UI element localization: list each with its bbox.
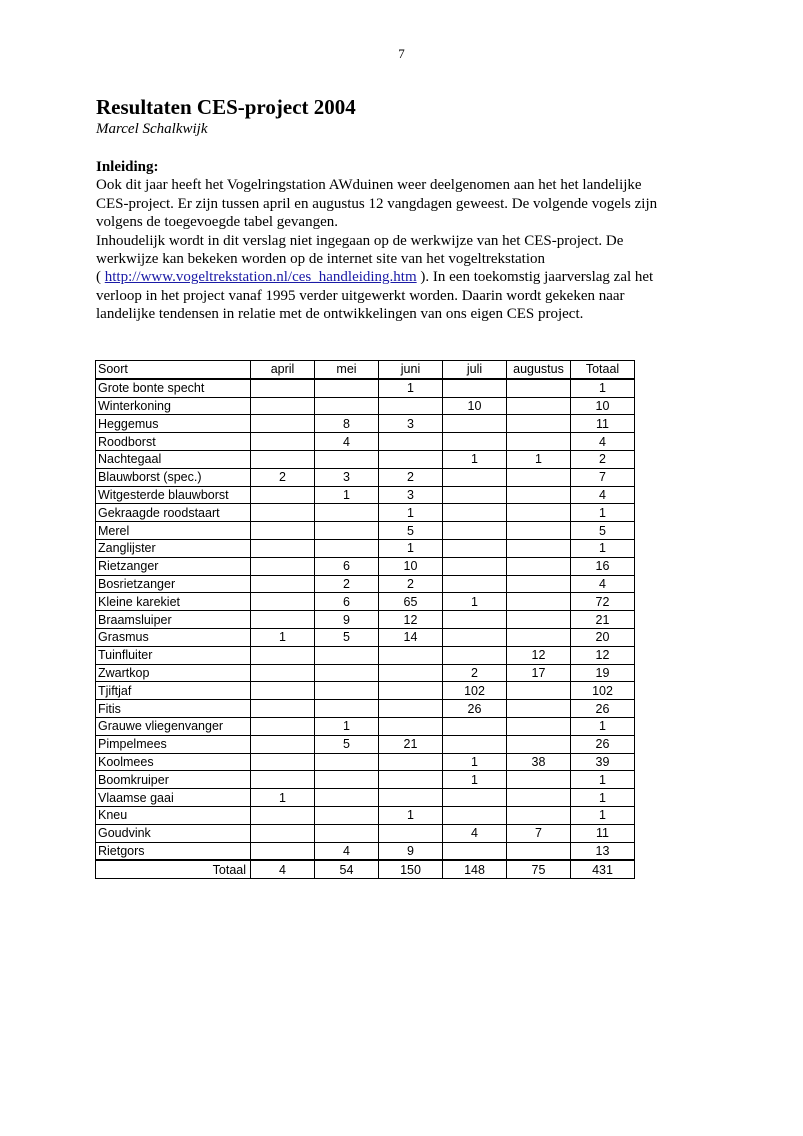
count-cell (251, 842, 315, 860)
species-name: Tjiftjaf (96, 682, 251, 700)
handleiding-link[interactable]: http://www.vogeltrekstation.nl/ces_handleiding.htm (104, 269, 417, 286)
count-cell: 1 (315, 486, 379, 504)
count-cell (379, 771, 443, 789)
count-cell (251, 539, 315, 557)
table-row (96, 771, 635, 789)
count-cell (315, 824, 379, 842)
column-header: juli (443, 361, 507, 379)
count-cell (251, 397, 315, 415)
count-cell (379, 824, 443, 842)
count-cell: 19 (571, 664, 635, 682)
count-cell: 1 (315, 717, 379, 735)
count-cell (251, 486, 315, 504)
count-cell: 2 (443, 664, 507, 682)
intro-line: Inhoudelijk wordt in dit verslag niet ingegaan op de werkwijze van het CES-project. De (96, 232, 624, 249)
count-cell (251, 522, 315, 540)
count-cell (507, 628, 571, 646)
count-cell (251, 664, 315, 682)
count-cell (443, 557, 507, 575)
table-row (96, 682, 635, 700)
count-cell: 2 (379, 468, 443, 486)
count-cell: 65 (379, 593, 443, 611)
intro-line: verloop in het project vanaf 1995 verder uitgewerkt worden. Daarin wordt gekeken naar (96, 287, 625, 304)
intro-section (96, 158, 716, 324)
count-cell (379, 646, 443, 664)
count-cell (251, 433, 315, 451)
count-cell: 6 (315, 557, 379, 575)
count-cell (443, 628, 507, 646)
species-name: Zanglijster (96, 539, 251, 557)
table-row (96, 753, 635, 771)
intro-line: landelijke tendensen in relatie met de ontwikkelingen van ons eigen CES project. (96, 306, 584, 323)
count-cell: 2 (315, 575, 379, 593)
table-row (96, 433, 635, 451)
count-cell: 16 (571, 557, 635, 575)
count-cell (507, 735, 571, 753)
count-cell (507, 504, 571, 522)
count-cell: 13 (571, 842, 635, 860)
species-name: Braamsluiper (96, 611, 251, 629)
table-row (96, 397, 635, 415)
total-cell: 4 (251, 860, 315, 878)
count-cell (507, 611, 571, 629)
count-cell (315, 522, 379, 540)
count-cell (507, 522, 571, 540)
count-cell: 20 (571, 628, 635, 646)
species-name: Grauwe vliegenvanger (96, 717, 251, 735)
page-title: Resultaten CES-project 2004 (96, 95, 356, 119)
count-cell (507, 433, 571, 451)
count-cell: 1 (443, 593, 507, 611)
species-name: Grasmus (96, 628, 251, 646)
count-cell: 1 (379, 806, 443, 824)
count-cell (379, 717, 443, 735)
count-cell: 4 (571, 433, 635, 451)
count-cell: 9 (315, 611, 379, 629)
count-cell: 102 (571, 682, 635, 700)
table-row (96, 539, 635, 557)
count-cell (379, 753, 443, 771)
count-cell: 8 (315, 415, 379, 433)
count-cell: 1 (251, 628, 315, 646)
count-cell (379, 682, 443, 700)
count-cell (251, 593, 315, 611)
count-cell (443, 415, 507, 433)
count-cell: 12 (571, 646, 635, 664)
count-cell (443, 522, 507, 540)
count-cell (443, 611, 507, 629)
count-cell (315, 664, 379, 682)
count-cell: 1 (571, 771, 635, 789)
count-cell: 10 (443, 397, 507, 415)
column-header: april (251, 361, 315, 379)
table-row (96, 522, 635, 540)
count-cell (507, 539, 571, 557)
count-cell: 2 (251, 468, 315, 486)
count-cell (315, 753, 379, 771)
count-cell: 10 (571, 397, 635, 415)
table-row (96, 379, 635, 397)
count-cell: 11 (571, 824, 635, 842)
count-cell: 7 (507, 824, 571, 842)
count-cell: 17 (507, 664, 571, 682)
count-cell: 1 (571, 806, 635, 824)
count-cell (443, 379, 507, 397)
count-cell: 39 (571, 753, 635, 771)
count-cell (251, 504, 315, 522)
table-row (96, 735, 635, 753)
count-cell (507, 468, 571, 486)
count-cell (443, 735, 507, 753)
count-cell (251, 824, 315, 842)
count-cell: 4 (443, 824, 507, 842)
count-cell (507, 700, 571, 718)
total-label: Totaal (96, 860, 251, 878)
intro-line: Ook dit jaar heeft het Vogelringstation AWduinen weer deelgenomen aan het het landelijke (96, 177, 642, 194)
count-cell (251, 611, 315, 629)
species-name: Gekraagde roodstaart (96, 504, 251, 522)
table-row (96, 611, 635, 629)
count-cell (443, 789, 507, 807)
count-cell (379, 789, 443, 807)
count-cell: 4 (571, 486, 635, 504)
count-cell (315, 700, 379, 718)
count-cell (379, 450, 443, 468)
count-cell: 38 (507, 753, 571, 771)
total-cell: 148 (443, 860, 507, 878)
count-cell: 1 (571, 789, 635, 807)
species-name: Goudvink (96, 824, 251, 842)
count-cell: 1 (443, 753, 507, 771)
total-cell: 54 (315, 860, 379, 878)
total-cell: 75 (507, 860, 571, 878)
count-cell: 9 (379, 842, 443, 860)
count-cell: 1 (571, 504, 635, 522)
column-header: Totaal (571, 361, 635, 379)
page-number: 7 (398, 46, 405, 61)
count-cell (507, 575, 571, 593)
count-cell (443, 468, 507, 486)
intro-line: CES-project. Er zijn tussen april en augustus 12 vangdagen geweest. De volgende vogels zijn (96, 195, 658, 212)
count-cell (251, 415, 315, 433)
count-cell (443, 575, 507, 593)
count-cell: 6 (315, 593, 379, 611)
count-cell: 11 (571, 415, 635, 433)
table-row (96, 557, 635, 575)
count-cell (315, 539, 379, 557)
count-cell (507, 379, 571, 397)
count-cell (507, 415, 571, 433)
table-row (96, 717, 635, 735)
count-cell: 4 (315, 433, 379, 451)
count-cell: 12 (507, 646, 571, 664)
count-cell: 26 (571, 700, 635, 718)
count-cell: 2 (571, 450, 635, 468)
species-name: Bosrietzanger (96, 575, 251, 593)
count-cell (251, 450, 315, 468)
species-name: Heggemus (96, 415, 251, 433)
count-cell (507, 682, 571, 700)
count-cell (443, 504, 507, 522)
count-cell: 72 (571, 593, 635, 611)
count-cell: 1 (379, 379, 443, 397)
count-cell: 14 (379, 628, 443, 646)
table-row (96, 450, 635, 468)
species-name: Merel (96, 522, 251, 540)
table-row (96, 415, 635, 433)
count-cell (251, 682, 315, 700)
column-header: juni (379, 361, 443, 379)
count-cell (443, 806, 507, 824)
count-cell (315, 789, 379, 807)
count-cell (507, 842, 571, 860)
count-cell: 102 (443, 682, 507, 700)
table-row (96, 806, 635, 824)
count-cell (315, 771, 379, 789)
species-name: Kleine karekiet (96, 593, 251, 611)
table-row (96, 628, 635, 646)
count-cell (507, 771, 571, 789)
count-cell: 5 (315, 735, 379, 753)
table-row (96, 593, 635, 611)
count-cell (443, 539, 507, 557)
intro-line: werkwijze kan bekeken worden op de internet site van het vogeltrekstation (96, 251, 546, 268)
table-row (96, 468, 635, 486)
count-cell (251, 646, 315, 664)
count-cell (315, 504, 379, 522)
count-cell (315, 646, 379, 664)
count-cell (251, 717, 315, 735)
link-prefix: ( (96, 269, 105, 286)
count-cell: 3 (379, 486, 443, 504)
count-cell (507, 806, 571, 824)
count-cell: 2 (379, 575, 443, 593)
table-row (96, 646, 635, 664)
count-cell: 1 (571, 379, 635, 397)
count-cell (507, 557, 571, 575)
count-cell (443, 842, 507, 860)
count-cell (507, 486, 571, 504)
species-name: Nachtegaal (96, 450, 251, 468)
count-cell (443, 646, 507, 664)
count-cell: 26 (571, 735, 635, 753)
count-cell: 21 (571, 611, 635, 629)
count-cell: 3 (379, 415, 443, 433)
count-cell: 4 (315, 842, 379, 860)
column-header: Soort (96, 361, 251, 379)
count-cell (315, 450, 379, 468)
species-name: Tuinfluiter (96, 646, 251, 664)
count-cell: 1 (251, 789, 315, 807)
bird-count-table (95, 360, 635, 879)
species-name: Boomkruiper (96, 771, 251, 789)
table-row (96, 824, 635, 842)
species-name: Kneu (96, 806, 251, 824)
count-cell: 1 (443, 450, 507, 468)
count-cell: 1 (571, 717, 635, 735)
count-cell: 10 (379, 557, 443, 575)
intro-line: volgens de toegevoegde tabel gevangen. (96, 214, 338, 231)
link-suffix: ). In een toekomstig jaarverslag zal het (416, 269, 654, 286)
species-name: Roodborst (96, 433, 251, 451)
table-total-row (96, 860, 635, 878)
count-cell (251, 771, 315, 789)
table-row (96, 842, 635, 860)
count-cell (379, 664, 443, 682)
table-row (96, 700, 635, 718)
count-cell (315, 806, 379, 824)
column-header: augustus (507, 361, 571, 379)
count-cell (379, 700, 443, 718)
count-cell: 5 (571, 522, 635, 540)
author-name: Marcel Schalkwijk (96, 121, 208, 137)
count-cell (443, 486, 507, 504)
total-cell: 150 (379, 860, 443, 878)
count-cell: 5 (315, 628, 379, 646)
count-cell (507, 717, 571, 735)
count-cell (443, 717, 507, 735)
count-cell: 3 (315, 468, 379, 486)
species-name: Zwartkop (96, 664, 251, 682)
count-cell (251, 700, 315, 718)
table-body (96, 379, 635, 861)
intro-link-line (96, 268, 716, 286)
count-cell (251, 753, 315, 771)
species-name: Pimpelmees (96, 735, 251, 753)
count-cell: 12 (379, 611, 443, 629)
count-cell: 7 (571, 468, 635, 486)
species-name: Fitis (96, 700, 251, 718)
species-name: Vlaamse gaai (96, 789, 251, 807)
count-cell (507, 593, 571, 611)
count-cell (315, 397, 379, 415)
count-cell (507, 789, 571, 807)
species-name: Winterkoning (96, 397, 251, 415)
count-cell (507, 397, 571, 415)
count-cell: 4 (571, 575, 635, 593)
table-row (96, 789, 635, 807)
count-cell (443, 433, 507, 451)
count-cell: 21 (379, 735, 443, 753)
count-cell: 5 (379, 522, 443, 540)
count-cell (251, 806, 315, 824)
count-cell: 1 (379, 539, 443, 557)
species-name: Rietzanger (96, 557, 251, 575)
table-row (96, 575, 635, 593)
count-cell (315, 379, 379, 397)
species-name: Witgesterde blauwborst (96, 486, 251, 504)
count-cell: 1 (507, 450, 571, 468)
count-cell: 1 (379, 504, 443, 522)
count-cell (251, 735, 315, 753)
species-name: Grote bonte specht (96, 379, 251, 397)
table-row (96, 504, 635, 522)
count-cell (251, 575, 315, 593)
count-cell (379, 397, 443, 415)
species-name: Koolmees (96, 753, 251, 771)
column-header: mei (315, 361, 379, 379)
table-foot (96, 860, 635, 878)
table-header-row (96, 361, 635, 379)
count-cell: 26 (443, 700, 507, 718)
count-cell: 1 (443, 771, 507, 789)
count-cell: 1 (571, 539, 635, 557)
species-name: Rietgors (96, 842, 251, 860)
count-cell (315, 682, 379, 700)
intro-heading: Inleiding: (96, 159, 159, 175)
count-cell (379, 433, 443, 451)
species-name: Blauwborst (spec.) (96, 468, 251, 486)
count-cell (251, 557, 315, 575)
table-row (96, 486, 635, 504)
count-cell (251, 379, 315, 397)
table-row (96, 664, 635, 682)
total-cell: 431 (571, 860, 635, 878)
table-head (96, 361, 635, 379)
